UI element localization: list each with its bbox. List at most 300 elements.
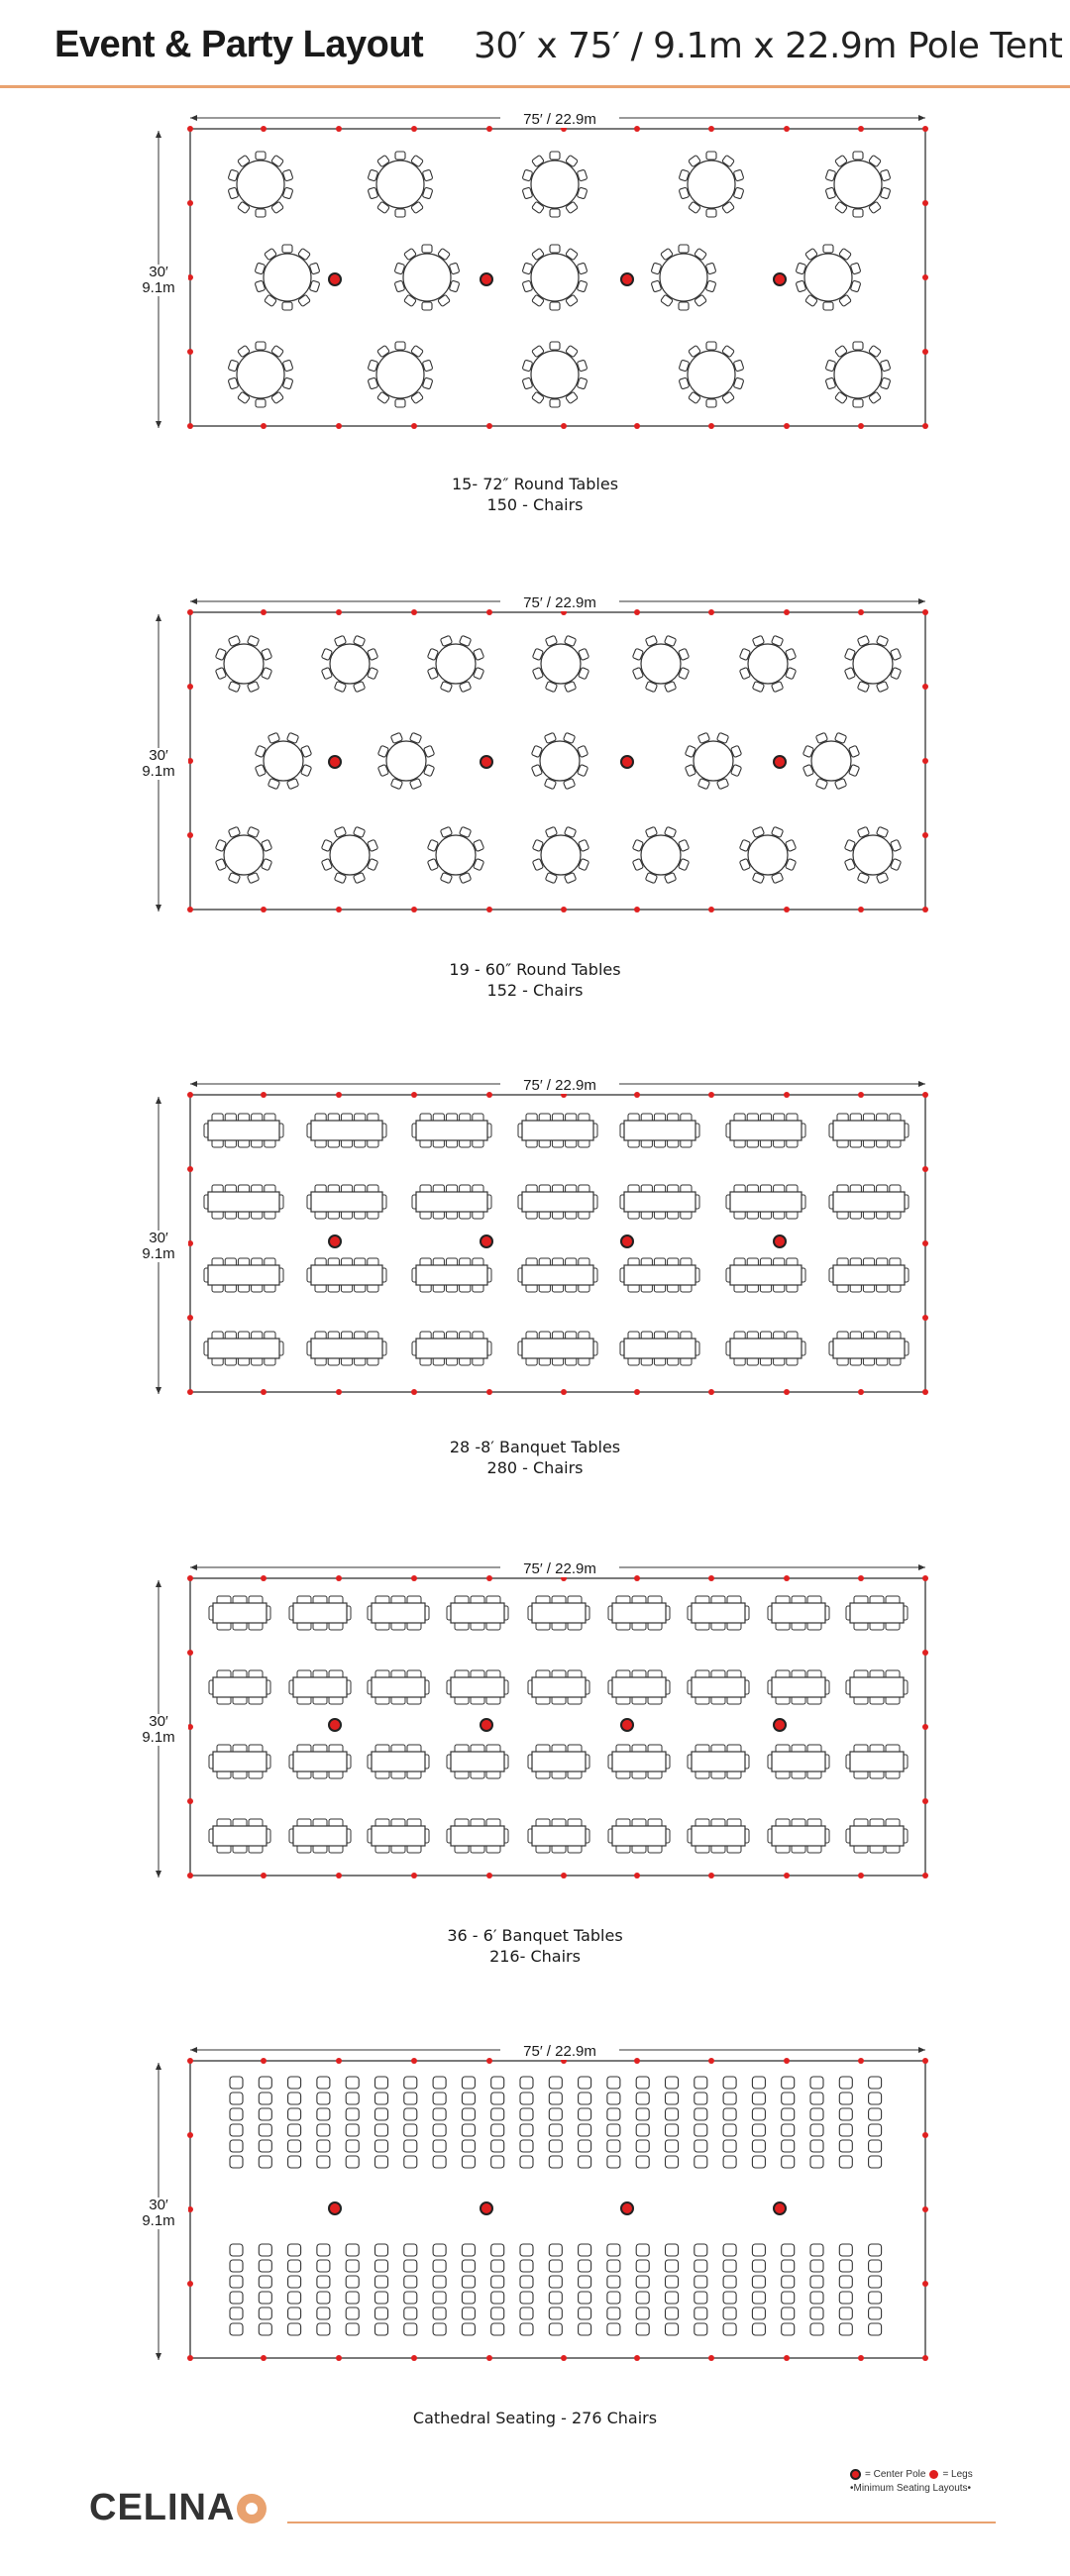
chair	[550, 209, 560, 217]
chair	[404, 2156, 417, 2168]
leg-icon	[922, 684, 928, 690]
banquet-table	[846, 1596, 908, 1630]
center-pole-icon	[774, 1719, 786, 1731]
leg-icon	[187, 1315, 193, 1321]
chair	[839, 2124, 852, 2136]
chair	[346, 2140, 359, 2152]
leg-icon	[261, 1873, 267, 1878]
banquet-table	[528, 1670, 589, 1704]
table-top	[451, 1603, 504, 1623]
banquet-table	[204, 1258, 283, 1292]
banquet-table	[289, 1745, 351, 1778]
chair	[520, 2323, 533, 2335]
leg-icon	[708, 1389, 714, 1395]
table-top	[688, 351, 735, 398]
chair	[636, 2276, 649, 2288]
table-top	[372, 1826, 425, 1846]
table-top	[330, 835, 370, 875]
round-table	[632, 826, 689, 883]
table-top	[772, 1677, 825, 1697]
chair	[869, 2124, 882, 2136]
chair	[433, 2124, 446, 2136]
banquet-table	[204, 1185, 283, 1219]
height-meters: 9.1m	[142, 1245, 175, 1262]
table-top	[311, 1265, 382, 1285]
chair	[810, 2108, 823, 2120]
chair	[723, 2124, 736, 2136]
chair	[462, 2156, 475, 2168]
leg-icon	[922, 1092, 928, 1098]
leg-icon	[922, 1389, 928, 1395]
layout-round-60	[0, 588, 1070, 1063]
leg-icon	[784, 2355, 790, 2361]
leg-icon	[187, 2058, 193, 2064]
chair	[230, 2276, 243, 2288]
center-pole-icon	[774, 1235, 786, 1247]
leg-icon	[187, 1166, 193, 1172]
chair	[810, 2292, 823, 2304]
chair	[433, 2292, 446, 2304]
chair	[395, 152, 405, 160]
table-top	[612, 1752, 666, 1771]
chair	[288, 2276, 301, 2288]
chair	[491, 2308, 504, 2319]
leg-icon	[336, 1575, 342, 1581]
round-table	[531, 732, 588, 789]
leg-icon	[187, 349, 193, 355]
chair	[869, 2156, 882, 2168]
leg-icon	[708, 2058, 714, 2064]
banquet-table	[289, 1670, 351, 1704]
banquet-table	[368, 1819, 429, 1853]
chair	[869, 2292, 882, 2304]
chair	[433, 2323, 446, 2335]
table-top	[311, 1339, 382, 1358]
chair	[288, 2140, 301, 2152]
chair	[549, 2077, 562, 2089]
chair	[782, 2077, 795, 2089]
chair	[636, 2308, 649, 2319]
height-dimension-label	[129, 1714, 188, 1746]
chair	[317, 2156, 330, 2168]
leg-icon	[411, 1389, 417, 1395]
chair	[810, 2244, 823, 2256]
round-table	[844, 826, 901, 883]
chair	[549, 2093, 562, 2104]
chair	[462, 2308, 475, 2319]
banquet-table	[518, 1185, 597, 1219]
chair	[259, 2276, 271, 2288]
leg-icon	[784, 1575, 790, 1581]
chair	[695, 2108, 707, 2120]
chair	[839, 2260, 852, 2272]
chair	[346, 2077, 359, 2089]
chair	[550, 342, 560, 350]
leg-icon	[261, 1389, 267, 1395]
height-dimension-label	[129, 2198, 188, 2229]
leg-icon	[634, 1575, 640, 1581]
table-top	[208, 1265, 279, 1285]
table-top	[522, 1339, 593, 1358]
banquet-table	[447, 1819, 508, 1853]
banquet-table	[620, 1332, 699, 1365]
chair	[422, 302, 432, 310]
chair	[679, 245, 689, 253]
leg-icon	[708, 423, 714, 429]
chair	[404, 2323, 417, 2335]
banquet-table	[204, 1332, 283, 1365]
chair	[230, 2093, 243, 2104]
center-pole-icon	[329, 2202, 341, 2214]
chair	[288, 2108, 301, 2120]
table-top	[531, 254, 579, 301]
round-table	[796, 245, 861, 310]
round-table	[321, 635, 377, 692]
leg-icon	[922, 1240, 928, 1246]
chair	[869, 2323, 882, 2335]
leg-icon	[708, 1092, 714, 1098]
banquet-table	[688, 1670, 749, 1704]
chair	[288, 2308, 301, 2319]
chair	[607, 2260, 620, 2272]
legend-center-pole: = Center Pole	[865, 2469, 926, 2480]
caption-chairs: 216- Chairs	[489, 1947, 581, 1966]
leg-icon	[261, 907, 267, 912]
chair	[723, 2093, 736, 2104]
chair	[288, 2260, 301, 2272]
chair	[810, 2124, 823, 2136]
leg-icon	[187, 1575, 193, 1581]
chair	[462, 2260, 475, 2272]
center-pole-icon	[774, 2202, 786, 2214]
table-top	[311, 1121, 382, 1140]
table-top	[208, 1339, 279, 1358]
round-table	[522, 245, 588, 310]
chair	[853, 342, 863, 350]
chair	[636, 2140, 649, 2152]
chair	[433, 2140, 446, 2152]
chair	[666, 2244, 679, 2256]
height-meters: 9.1m	[142, 279, 175, 296]
chair	[317, 2124, 330, 2136]
banquet-table	[608, 1745, 670, 1778]
table-top	[692, 1603, 745, 1623]
round-table	[679, 152, 744, 217]
chair	[695, 2077, 707, 2089]
center-pole-icon	[621, 2202, 633, 2214]
chair	[375, 2244, 388, 2256]
chair	[695, 2124, 707, 2136]
chair	[462, 2140, 475, 2152]
table-top	[624, 1339, 696, 1358]
chair	[706, 152, 716, 160]
page-title: Event & Party Layout	[54, 24, 424, 65]
chair	[782, 2093, 795, 2104]
leg-icon	[561, 907, 567, 912]
leg-icon	[187, 200, 193, 206]
chair	[607, 2292, 620, 2304]
leg-icon	[486, 1389, 492, 1395]
chair	[810, 2156, 823, 2168]
leg-icon	[922, 907, 928, 912]
leg-icon	[858, 2355, 864, 2361]
chair	[346, 2276, 359, 2288]
table-top	[264, 741, 303, 781]
height-feet: 30′	[149, 264, 168, 280]
banquet-table	[726, 1332, 805, 1365]
chair	[752, 2323, 765, 2335]
chair	[317, 2108, 330, 2120]
leg-icon	[634, 1873, 640, 1878]
chair	[839, 2276, 852, 2288]
chair	[695, 2156, 707, 2168]
banquet-table	[518, 1258, 597, 1292]
table-top	[850, 1603, 904, 1623]
chair	[549, 2108, 562, 2120]
chair	[491, 2093, 504, 2104]
leg-icon	[486, 2355, 492, 2361]
leg-icon	[187, 2281, 193, 2287]
leg-icon	[187, 907, 193, 912]
table-top	[811, 741, 851, 781]
caption-tables: 15- 72″ Round Tables	[451, 475, 619, 493]
chair	[666, 2156, 679, 2168]
chair	[782, 2124, 795, 2136]
chair	[869, 2108, 882, 2120]
leg-icon	[634, 907, 640, 912]
height-dimension-label	[129, 265, 188, 296]
chair	[607, 2093, 620, 2104]
chair	[549, 2323, 562, 2335]
chair	[433, 2276, 446, 2288]
chair	[404, 2108, 417, 2120]
leg-icon	[634, 423, 640, 429]
chair	[404, 2077, 417, 2089]
banquet-table	[289, 1819, 351, 1853]
chair	[491, 2276, 504, 2288]
chair	[607, 2308, 620, 2319]
chair	[433, 2093, 446, 2104]
layout-banquet-6ft	[0, 1554, 1070, 2029]
chair	[636, 2108, 649, 2120]
leg-icon	[187, 1798, 193, 1804]
leg-icon	[708, 609, 714, 615]
table-top	[540, 741, 580, 781]
chair	[259, 2308, 271, 2319]
chair	[579, 2260, 591, 2272]
chair	[752, 2276, 765, 2288]
chair	[375, 2276, 388, 2288]
banquet-table	[829, 1185, 909, 1219]
chair	[375, 2323, 388, 2335]
chair	[549, 2276, 562, 2288]
table-top	[748, 835, 788, 875]
layout-round-72	[0, 104, 1070, 580]
table-top	[330, 644, 370, 684]
leg-icon	[858, 1389, 864, 1395]
banquet-table	[368, 1745, 429, 1778]
chair	[520, 2077, 533, 2089]
banquet-table	[209, 1819, 270, 1853]
chair	[782, 2308, 795, 2319]
chair	[462, 2292, 475, 2304]
chair	[723, 2260, 736, 2272]
chair	[853, 152, 863, 160]
width-dimension-label: 75′ / 22.9m	[500, 594, 619, 611]
chair	[752, 2308, 765, 2319]
table-top	[833, 1121, 905, 1140]
chair	[230, 2308, 243, 2319]
table-top	[641, 644, 681, 684]
table-top	[692, 1677, 745, 1697]
chair	[491, 2244, 504, 2256]
chair	[549, 2124, 562, 2136]
center-pole-icon	[481, 1235, 492, 1247]
chair	[666, 2124, 679, 2136]
chair	[288, 2244, 301, 2256]
layout-banquet-8ft	[0, 1070, 1070, 1546]
chair	[549, 2308, 562, 2319]
chair	[404, 2093, 417, 2104]
chair	[607, 2124, 620, 2136]
chair	[462, 2124, 475, 2136]
leg-icon	[187, 1092, 193, 1098]
table-top	[804, 254, 852, 301]
table-top	[293, 1603, 347, 1623]
chair	[520, 2260, 533, 2272]
banquet-table	[412, 1185, 491, 1219]
leg-icon	[708, 907, 714, 912]
round-table	[522, 342, 588, 407]
width-dimension-label: 75′ / 22.9m	[500, 111, 619, 128]
leg-icon	[922, 349, 928, 355]
banquet-table	[608, 1670, 670, 1704]
table-top	[532, 1677, 586, 1697]
banquet-table	[608, 1819, 670, 1853]
chair	[723, 2077, 736, 2089]
leg-icon	[708, 1873, 714, 1878]
chair	[259, 2093, 271, 2104]
chair	[462, 2093, 475, 2104]
leg-icon	[922, 2355, 928, 2361]
chair	[695, 2260, 707, 2272]
chair	[666, 2077, 679, 2089]
leg-icon	[922, 758, 928, 764]
height-meters: 9.1m	[142, 2212, 175, 2229]
chair	[853, 209, 863, 217]
chair	[259, 2323, 271, 2335]
leg-icon	[922, 1873, 928, 1878]
leg-icon	[858, 1873, 864, 1878]
leg-icon	[261, 2355, 267, 2361]
chair	[782, 2156, 795, 2168]
chair	[549, 2260, 562, 2272]
chair	[520, 2140, 533, 2152]
leg-icon	[336, 423, 342, 429]
table-top	[311, 1192, 382, 1212]
center-pole-icon	[774, 756, 786, 768]
chair	[288, 2124, 301, 2136]
leg-icon	[634, 1389, 640, 1395]
round-table	[215, 826, 271, 883]
leg-icon	[187, 684, 193, 690]
leg-icon	[187, 832, 193, 838]
chair	[666, 2260, 679, 2272]
chair	[230, 2077, 243, 2089]
banquet-table	[846, 1670, 908, 1704]
chair	[288, 2323, 301, 2335]
chair	[666, 2308, 679, 2319]
chair	[549, 2140, 562, 2152]
round-table	[532, 635, 588, 692]
caption-chairs: 150 - Chairs	[486, 495, 584, 514]
banquet-table	[289, 1596, 351, 1630]
chair	[404, 2140, 417, 2152]
chair	[346, 2260, 359, 2272]
table-top	[372, 1603, 425, 1623]
chair	[782, 2244, 795, 2256]
leg-icon	[858, 2058, 864, 2064]
chair	[395, 209, 405, 217]
chair	[317, 2077, 330, 2089]
chair	[491, 2260, 504, 2272]
table-top	[208, 1121, 279, 1140]
legend-note: •Minimum Seating Layouts•	[850, 2483, 972, 2494]
table-top	[531, 161, 579, 208]
table-top	[237, 161, 284, 208]
table-top	[730, 1121, 802, 1140]
chair	[288, 2093, 301, 2104]
chair	[607, 2244, 620, 2256]
leg-icon	[411, 1092, 417, 1098]
leg-icon	[708, 1575, 714, 1581]
leg-icon	[336, 2058, 342, 2064]
table-top	[436, 644, 476, 684]
table-top	[213, 1752, 267, 1771]
table-top	[522, 1121, 593, 1140]
chair	[230, 2156, 243, 2168]
leg-icon	[261, 1092, 267, 1098]
table-top	[532, 1826, 586, 1846]
banquet-table	[768, 1596, 829, 1630]
table-top	[213, 1603, 267, 1623]
chair	[375, 2093, 388, 2104]
table-top	[641, 835, 681, 875]
banquet-table	[412, 1258, 491, 1292]
chair	[520, 2292, 533, 2304]
chair	[520, 2156, 533, 2168]
leg-icon	[261, 2058, 267, 2064]
chair	[752, 2124, 765, 2136]
table-top	[853, 835, 893, 875]
table-top	[416, 1339, 487, 1358]
chair	[636, 2323, 649, 2335]
chair	[666, 2292, 679, 2304]
center-pole-icon	[329, 756, 341, 768]
chair	[839, 2292, 852, 2304]
leg-icon	[922, 832, 928, 838]
header-divider	[0, 85, 1070, 88]
caption-seating: Cathedral Seating - 276 Chairs	[412, 2409, 658, 2427]
table-top	[772, 1752, 825, 1771]
chair	[706, 342, 716, 350]
caption-tables: 19 - 60″ Round Tables	[449, 960, 621, 979]
chair	[579, 2276, 591, 2288]
leg-icon	[922, 1575, 928, 1581]
leg-icon	[922, 2206, 928, 2212]
center-pole-icon	[481, 1719, 492, 1731]
chair	[810, 2260, 823, 2272]
